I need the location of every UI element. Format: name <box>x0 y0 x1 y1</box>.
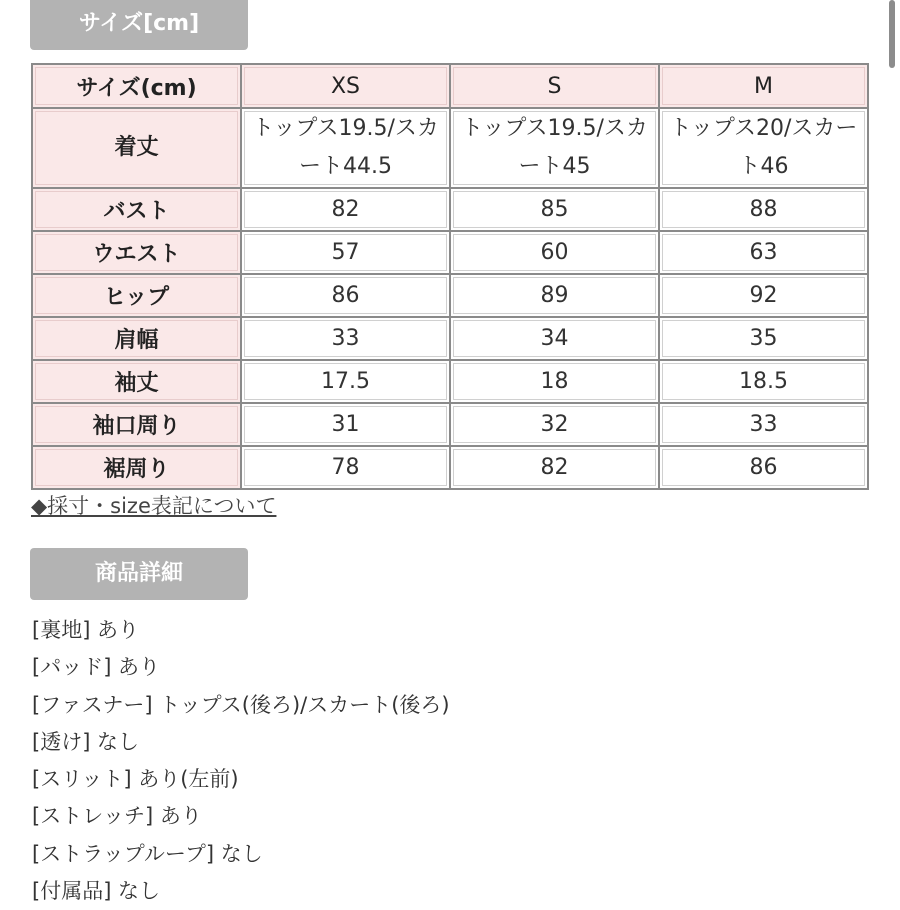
table-header-m: M <box>659 64 868 108</box>
size-section-title: サイズ[cm] <box>30 0 248 50</box>
detail-item: [スリット] あり(左前) <box>32 767 239 792</box>
cell-value: 33 <box>659 403 868 446</box>
cell-value: 85 <box>450 188 659 231</box>
table-header-s: S <box>450 64 659 108</box>
table-row <box>32 188 868 231</box>
cell-value: 82 <box>450 446 659 489</box>
table-row <box>32 317 868 360</box>
cell-value: 35 <box>659 317 868 360</box>
table-header-xs: XS <box>241 64 450 108</box>
cell-value: 82 <box>241 188 450 231</box>
cell-value: 32 <box>450 403 659 446</box>
cell-value: 33 <box>241 317 450 360</box>
cell-value: 86 <box>241 274 450 317</box>
table-row <box>32 108 868 188</box>
row-label: バスト <box>32 188 241 231</box>
table-row <box>32 274 868 317</box>
cell-value: 18.5 <box>659 360 868 403</box>
cell-value: 18 <box>450 360 659 403</box>
detail-item: [付属品] なし <box>32 879 161 904</box>
table-row <box>32 403 868 446</box>
cell-value: 60 <box>450 231 659 274</box>
detail-item: [パッド] あり <box>32 655 161 680</box>
row-label: ウエスト <box>32 231 241 274</box>
cell-value: トップス19.5/スカート45 <box>450 108 659 188</box>
table-row <box>32 231 868 274</box>
cell-value: 89 <box>450 274 659 317</box>
scrollbar[interactable] <box>889 0 895 68</box>
table-header-row <box>32 64 868 108</box>
row-label: 裾周り <box>32 446 241 489</box>
row-label: 肩幅 <box>32 317 241 360</box>
detail-item: [透け] なし <box>32 729 140 754</box>
table-row <box>32 360 868 403</box>
row-label: 袖口周り <box>32 403 241 446</box>
size-guide-link[interactable]: ◆採寸・size表記について <box>31 494 277 518</box>
cell-value: 86 <box>659 446 868 489</box>
cell-value: 88 <box>659 188 868 231</box>
size-table <box>31 63 869 490</box>
detail-item: [ストレッチ] あり <box>32 804 202 829</box>
cell-value: 92 <box>659 274 868 317</box>
detail-item: [ストラップループ] なし <box>32 841 263 866</box>
cell-value: トップス19.5/スカート44.5 <box>241 108 450 188</box>
detail-item: [裏地] あり <box>32 618 140 642</box>
table-header-label: サイズ(cm) <box>32 64 241 108</box>
table-row <box>32 446 868 489</box>
row-label: ヒップ <box>32 274 241 317</box>
cell-value: トップス20/スカート46 <box>659 108 868 188</box>
cell-value: 78 <box>241 446 450 489</box>
cell-value: 63 <box>659 231 868 274</box>
cell-value: 34 <box>450 317 659 360</box>
row-label: 着丈 <box>32 108 241 188</box>
cell-value: 31 <box>241 403 450 446</box>
detail-list <box>32 612 450 910</box>
cell-value: 57 <box>241 231 450 274</box>
detail-section-title: 商品詳細 <box>30 548 248 600</box>
row-label: 袖丈 <box>32 360 241 403</box>
cell-value: 17.5 <box>241 360 450 403</box>
detail-item: [ファスナー] トップス(後ろ)/スカート(後ろ) <box>32 692 450 717</box>
